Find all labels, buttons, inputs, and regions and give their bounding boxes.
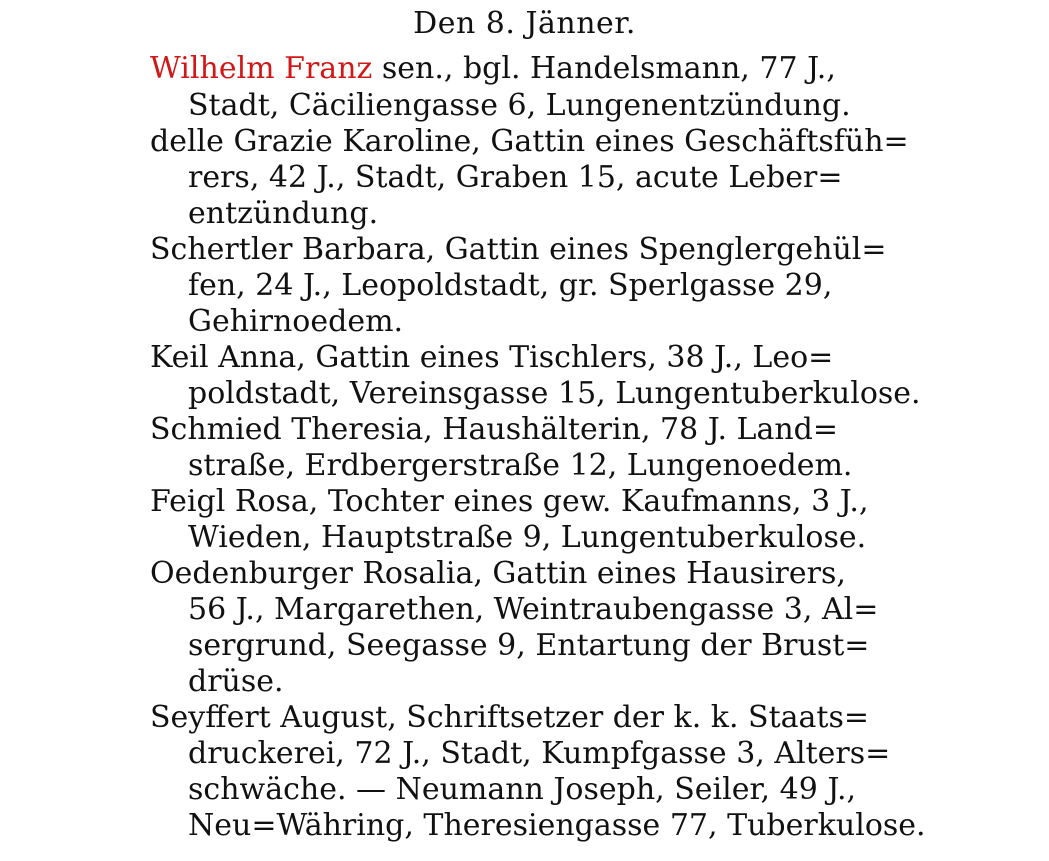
text-line: poldstadt, Vereinsgasse 15, Lungentuberkulose.: [188, 376, 921, 411]
text-line: entzündung.: [188, 196, 379, 231]
text-line: Wieden, Hauptstraße 9, Lungentuberkulose.: [188, 520, 867, 555]
text-line: Feigl Rosa, Tochter eines gew. Kaufmanns, 3 J.,: [150, 484, 869, 519]
text-line: druckerei, 72 J., Stadt, Kumpfgasse 3, Alters=: [188, 736, 891, 771]
text-line: drüse.: [188, 664, 284, 699]
entry-text: sen., bgl. Handelsmann, 77 J.,: [372, 51, 836, 86]
text-line: Schmied Theresia, Haushälterin, 78 J. Land=: [150, 412, 838, 447]
text-line: Seyffert August, Schriftsetzer der k. k. Staats=: [150, 700, 870, 735]
text-line: straße, Erdbergerstraße 12, Lungenoedem.: [188, 448, 853, 483]
text-line: Schertler Barbara, Gattin eines Spenglergehül=: [150, 232, 887, 267]
entry-wilhelm-franz-line-2: Stadt, Cäciliengasse 6, Lungenentzündung.: [188, 88, 851, 123]
text-line: fen, 24 J., Leopoldstadt, gr. Sperlgasse 29,: [188, 268, 833, 303]
date-heading: Den 8. Jänner.: [413, 6, 636, 41]
text-line: Neu=Währing, Theresiengasse 77, Tuberkulose.: [188, 808, 926, 843]
highlighted-name: Wilhelm Franz: [150, 51, 373, 86]
text-line: Oedenburger Rosalia, Gattin eines Hausirers,: [150, 556, 846, 591]
text-line: 56 J., Margarethen, Weintraubengasse 3, Al=: [188, 592, 879, 627]
text-line: delle Grazie Karoline, Gattin eines Geschäftsfüh=: [150, 124, 909, 159]
text-line: sergrund, Seegasse 9, Entartung der Brust=: [188, 628, 870, 663]
entry-wilhelm-franz-line-1: [150, 51, 836, 87]
text-line: Keil Anna, Gattin eines Tischlers, 38 J., Leo=: [150, 340, 834, 375]
text-line: rers, 42 J., Stadt, Graben 15, acute Leber=: [188, 160, 843, 195]
text-line: Gehirnoedem.: [188, 304, 404, 339]
text-line: schwäche. — Neumann Joseph, Seiler, 49 J.,: [188, 772, 857, 807]
